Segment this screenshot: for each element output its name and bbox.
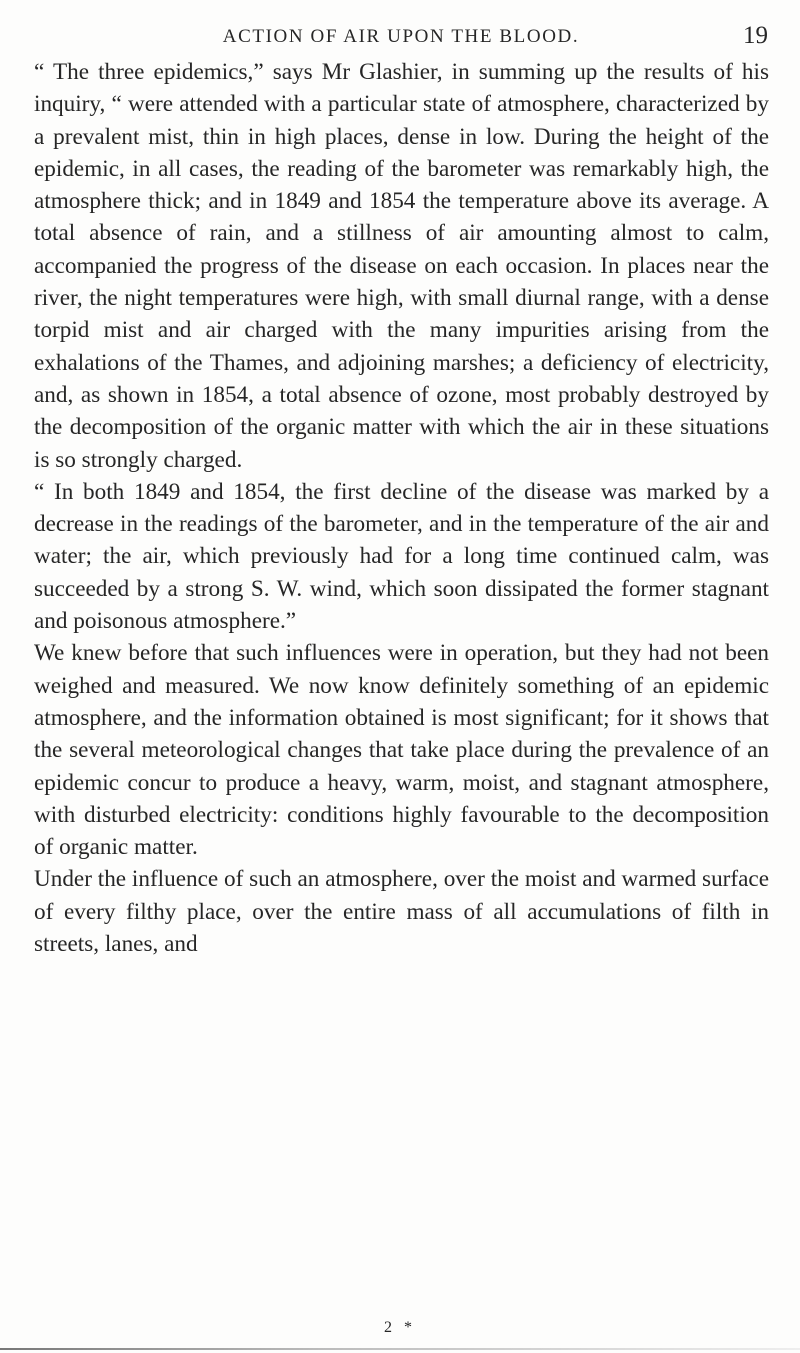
paragraph-epidemic-atmosphere: We knew before that such influences were in operation, but they had not been weighed and measured. We now know definitely something of an epidemic atmosphere, and the information obtained is most significant; for it shows that the several meteorological changes that take place during the prevalence of an epidemic concur to produce a heavy, warm, moist, and stagnant atmosphere, with disturbed electricity: conditions highly favourable to the decomposition of organic matter. <box>34 640 769 861</box>
page-number: 19 <box>743 22 768 49</box>
running-title: ACTION OF AIR UPON THE BLOOD. <box>222 26 580 47</box>
signature-mark: 2 * <box>384 1319 416 1336</box>
page-edge-rule <box>0 1348 800 1350</box>
body-text <box>34 56 769 960</box>
paragraph-influence: Under the influence of such an atmosphere, over the moist and warmed surface of every filthy place, over the entire mass of all accumulations of filth in streets, lanes, and <box>34 866 769 958</box>
paragraph-decline-quote: “ In both 1849 and 1854, the first decline of the disease was marked by a decrease in the readings of the barometer, and in the temperature of the air and water; the air, which previously had for a long time continued calm, was succeeded by a strong S. W. wind, which soon dissipated the former stagnant and poisonous atmosphere.” <box>34 478 769 635</box>
running-head <box>34 20 768 54</box>
paragraph-glaisher-quote: “ The three epidemics,” says Mr Glashier, in summing up the results of his inquiry, “ were attended with a particular state of atmosphere, characterized by a prevalent mist, thin in high places, dense in low. During the height of the epidemic, in all cases, the reading of the barometer was remarkably high, the atmosphere thick; and in 1849 and 1854 the temperature above its average. A total absence of rain, and a stillness of air amounting almost to calm, accompanied the progress of the disease on each occasion. In places near the river, the night temperatures were high, with small diurnal range, with a dense torpid mist and air charged with the many impurities arising from the exhalations of the Thames, and adjoining marshes; a deficiency of electricity, and, as shown in 1854, a total absence of ozone, most probably destroyed by the decomposition of the organic matter with which the air in these situations is so strongly charged. <box>34 59 769 473</box>
